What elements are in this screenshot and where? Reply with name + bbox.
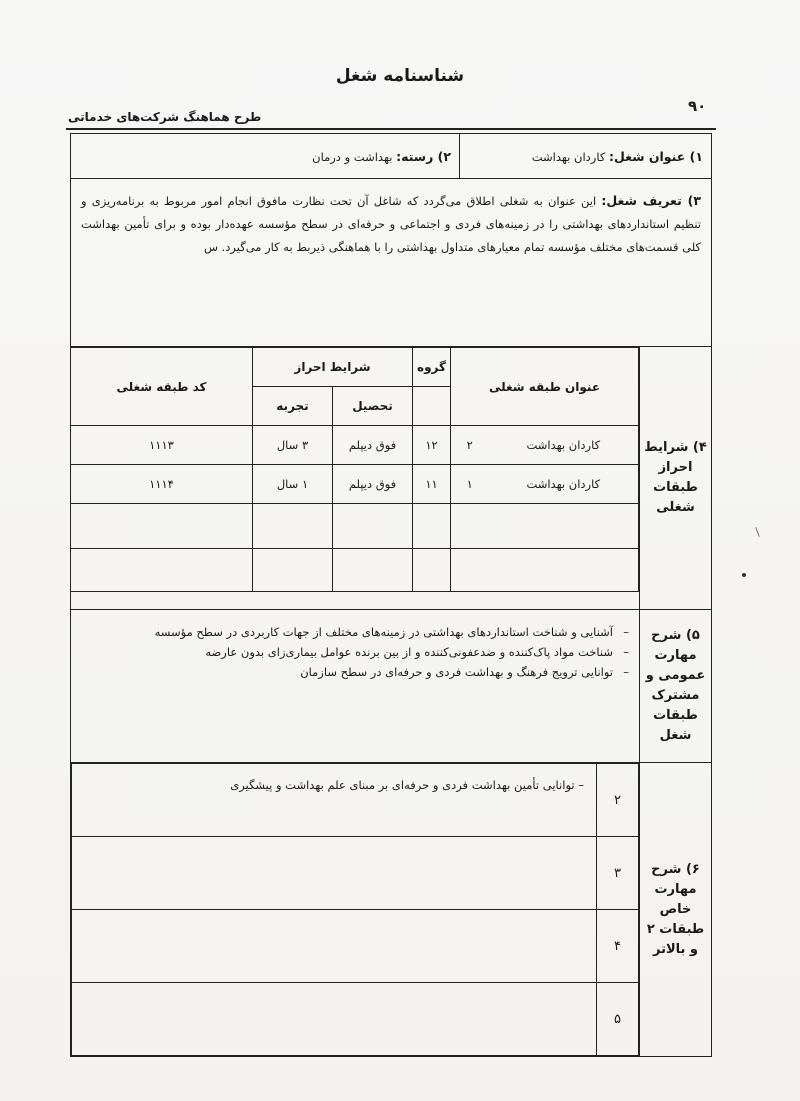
class-title: کاردان بهداشت	[489, 426, 639, 465]
class-experience: ۳ سال	[252, 426, 332, 465]
job-title-cell	[460, 134, 712, 179]
margin-dot	[742, 573, 746, 577]
class-group	[413, 504, 451, 549]
classes-side-line: طبقات	[653, 480, 698, 495]
general-side-line: مشترک	[651, 688, 700, 703]
group-subheader-blank	[413, 387, 451, 426]
special-skill-text	[72, 837, 597, 910]
classes-side-line: احراز	[658, 460, 693, 475]
job-category-cell	[71, 134, 460, 179]
class-code: ۱۱۱۴	[70, 465, 252, 504]
special-side-line: خاص	[659, 901, 692, 917]
class-group: ۱۱	[413, 465, 451, 504]
special-skills-cell	[71, 763, 640, 1057]
special-skills-side-label	[640, 763, 712, 1057]
special-skill-text: – توانایی تأمین بهداشت فردی و حرفه‌ای بر مبنای علم بهداشت و پیشگیری	[72, 764, 597, 837]
general-skill-item: – شناخت مواد پاک‌کننده و ضدعفونی‌کننده و از بین برنده عوامل بیماری‌زای بدون عارضه	[91, 642, 629, 662]
classes-header-row	[70, 348, 638, 387]
special-skills-row	[71, 763, 712, 1057]
page-number: ۹۰	[688, 97, 707, 115]
document-title: شناسنامه شغل	[335, 66, 465, 86]
classes-row	[71, 347, 712, 610]
class-row	[70, 504, 638, 549]
class-level: ۱	[451, 465, 489, 504]
general-side-line: مهارت	[654, 648, 697, 663]
document-subtitle: طرح هماهنگ شرکت‌های خدماتی	[68, 110, 262, 124]
special-skill-number: ۵	[597, 983, 639, 1056]
class-experience	[252, 549, 332, 592]
job-title-label: ۱) عنوان شغل:	[609, 148, 703, 164]
class-title	[451, 549, 639, 592]
class-code	[70, 504, 252, 549]
class-title: کاردان بهداشت	[489, 465, 639, 504]
class-title-header: عنوان طبقه شغلی	[451, 348, 639, 426]
classes-side-label	[640, 347, 712, 610]
general-side-line: طبقات	[653, 708, 698, 723]
special-skill-text	[72, 983, 597, 1056]
general-skill-item: – توانایی ترویج فرهنگ و بهداشت فردی و حرفه‌ای در سطح سازمان	[91, 662, 629, 682]
class-experience: ۱ سال	[252, 465, 332, 504]
code-header: کد طبقه شغلی	[70, 348, 252, 426]
class-title	[451, 504, 639, 549]
special-side-line: ۶) شرح	[651, 861, 700, 877]
job-category-label: ۲) رسته:	[396, 148, 451, 164]
class-group: ۱۲	[413, 426, 451, 465]
general-skill-item: – آشنایی و شناخت استانداردهای بهداشتی در زمینه‌های مختلف از جهات کاربردی در سطح مؤسسه	[91, 622, 629, 642]
class-code	[70, 549, 252, 592]
special-side-line: و بالاتر	[652, 941, 699, 957]
special-skill-row	[72, 837, 639, 910]
class-experience	[252, 504, 332, 549]
special-side-line: مهارت	[654, 881, 697, 897]
general-skills-side-label	[640, 610, 712, 763]
class-row	[70, 465, 638, 504]
header-rule	[66, 128, 716, 130]
general-skills-list	[91, 622, 629, 682]
classes-table	[70, 347, 639, 592]
general-side-line: شغل	[659, 728, 692, 743]
classes-side-line: ۴) شرایط	[644, 440, 707, 455]
experience-header: تجربه	[252, 387, 332, 426]
general-skills-cell	[71, 610, 640, 763]
class-row	[70, 426, 638, 465]
class-group	[413, 549, 451, 592]
class-code: ۱۱۱۳	[70, 426, 252, 465]
special-skill-row	[72, 983, 639, 1056]
definition-label: ۳) تعریف شغل:	[601, 193, 702, 208]
general-side-line: عمومی و	[645, 668, 706, 683]
definition-row	[71, 179, 712, 347]
special-skill-number: ۳	[597, 837, 639, 910]
class-education: فوق دیپلم	[333, 465, 413, 504]
special-skill-number: ۴	[597, 910, 639, 983]
general-skills-row	[71, 610, 712, 763]
job-profile-table	[70, 133, 712, 1057]
group-header: گروه	[413, 348, 451, 387]
classes-table-cell	[71, 347, 640, 610]
job-title-value: کاردان بهداشت	[531, 149, 606, 164]
classes-side-line: شغلی	[656, 500, 695, 515]
general-side-line: ۵) شرح	[651, 628, 700, 643]
class-level: ۲	[451, 426, 489, 465]
definition-cell	[71, 179, 712, 347]
margin-mark	[755, 527, 759, 537]
class-education	[333, 504, 413, 549]
class-education: فوق دیپلم	[333, 426, 413, 465]
job-category-value: بهداشت و درمان	[312, 149, 393, 164]
class-row	[70, 549, 638, 592]
special-skill-row	[72, 764, 639, 837]
job-header-row	[71, 134, 712, 179]
special-skill-row	[72, 910, 639, 983]
definition-text: این عنوان به شغلی اطلاق می‌گردد که شاغل آن تحت نظارت مافوق انجام امور مربوط به برنامه‌ریزی و تنظیم استانداردهای بهداشتی را در زمینه‌های فردی و اجتماعی و حرفه‌ای در سطح مؤسسه عهده‌دار بوده و برای تأمین بهداشت کلی قسمت‌های مختلف مؤسسه تمام معیارهای متداول بهداشتی را با هماهنگی ذیربط به کار می‌گیرد. س	[81, 194, 701, 254]
special-side-line: طبقات ۲	[646, 921, 705, 937]
special-skill-number: ۲	[597, 764, 639, 837]
special-skills-table	[71, 763, 639, 1056]
education-header: تحصیل	[333, 387, 413, 426]
class-education	[333, 549, 413, 592]
requirements-header: شرایط احراز	[252, 348, 412, 387]
special-skill-text	[72, 910, 597, 983]
